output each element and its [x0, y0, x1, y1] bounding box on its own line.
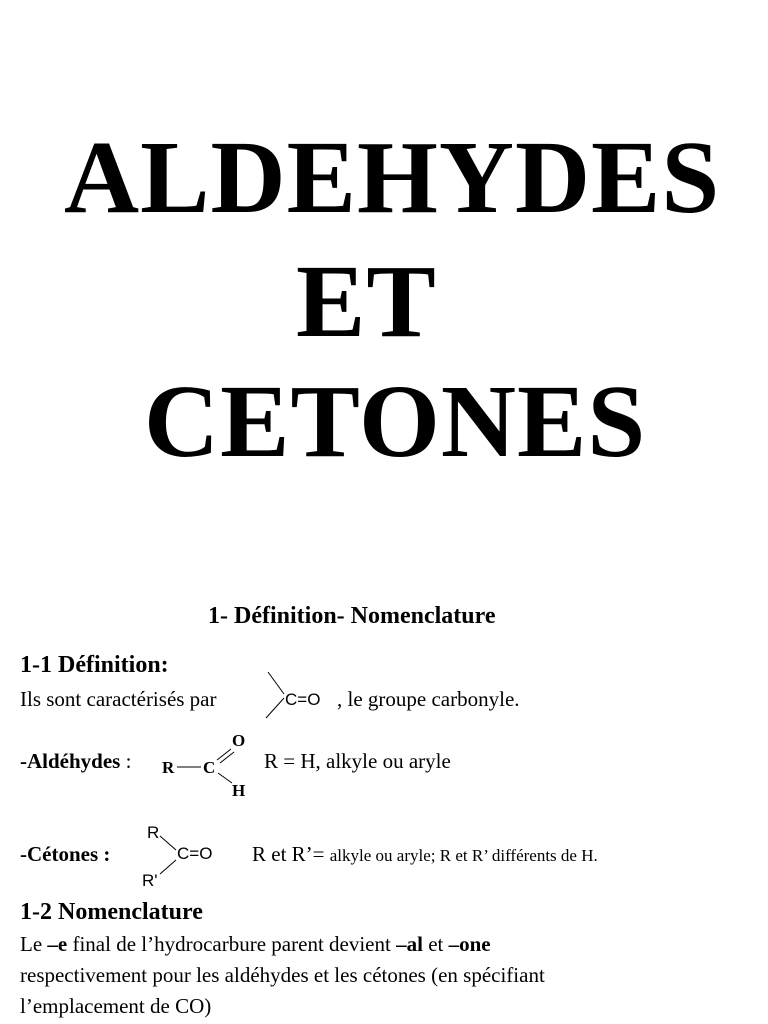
cetone-structure	[140, 820, 240, 892]
carbonyl-group-structure	[262, 668, 342, 722]
aldehyde-c: C	[203, 758, 216, 777]
cetone-r: R	[147, 823, 160, 842]
aldehyde-r: R	[162, 758, 175, 777]
section-heading: 1- Définition- Nomenclature	[208, 603, 496, 629]
aldehyde-h: H	[232, 781, 246, 800]
definition-intro-after: , le groupe carbonyle.	[337, 687, 520, 711]
nomenclature-part-2: final de l’hydrocarbure parent devient	[67, 932, 397, 956]
aldehydes-label-text: -Aldéhydes	[20, 749, 121, 773]
aldehydes-colon: :	[120, 749, 132, 773]
cetones-label	[20, 842, 110, 867]
definition-intro	[20, 687, 217, 712]
cetone-r-prime: R'	[142, 871, 158, 890]
cetone-co: C=O	[177, 844, 213, 863]
cetones-description	[252, 842, 598, 867]
definition-heading: 1-1 Définition:	[20, 652, 169, 678]
nomenclature-line-3: l’emplacement de CO)	[20, 994, 212, 1018]
nomenclature-suffix-one: –one	[448, 932, 491, 956]
aldehyde-structure	[160, 730, 260, 800]
nomenclature-suffix-e: –e	[47, 932, 68, 956]
nomenclature-part-3: et	[422, 932, 449, 956]
nomenclature-line-2: respectivement pour les aldéhydes et les cétones (en spécifiant	[20, 963, 545, 987]
cetones-description-main: R et R’=	[252, 842, 325, 866]
definition-intro-text: Ils sont caractérisés par	[20, 687, 217, 711]
aldehydes-label	[20, 749, 131, 774]
nomenclature-suffix-al: –al	[396, 932, 423, 956]
title-line-1: ALDEHYDES	[64, 120, 721, 235]
nomenclature-line-1	[20, 932, 491, 957]
aldehydes-description: R = H, alkyle ou aryle	[264, 749, 451, 773]
aldehyde-o: O	[232, 731, 246, 750]
nomenclature-heading: 1-2 Nomenclature	[20, 899, 203, 925]
cetones-label-text: -Cétones :	[20, 842, 111, 866]
nomenclature-part-1: Le	[20, 932, 48, 956]
title-line-3: CETONES	[144, 364, 647, 479]
cetones-description-small: alkyle ou aryle; R et R’ différents de H.	[329, 846, 598, 865]
carbonyl-formula: C=O	[285, 690, 321, 709]
title-line-2: ET	[296, 244, 437, 359]
